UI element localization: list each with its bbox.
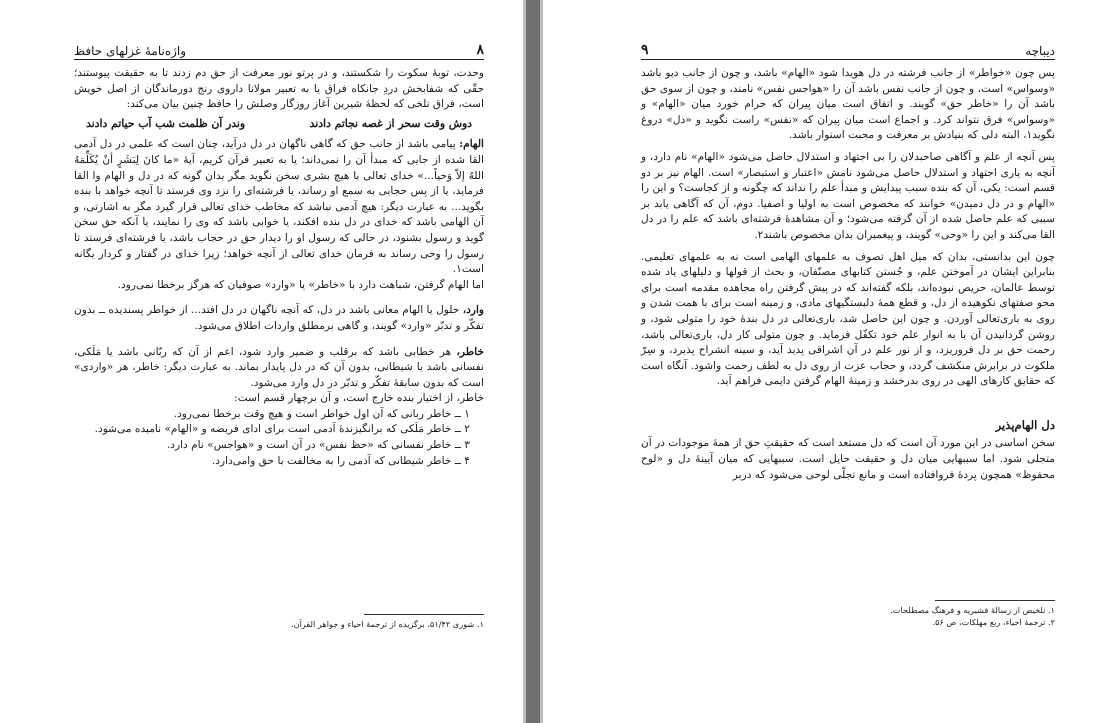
footnote: ۱. شوری ۵۱/۴۲، برگزیده از ترجمهٔ احیاء و جواهر القرآن. [290,619,484,629]
paragraph-text: حلول یا الهام معانی باشد در دل، که آنچه ناگهان در دل افتد... از خواطر پسندیده ــ بدون تفکّر و تدبّر «وارد» گویند، و گاهی برمطلق واردات اطلاق می‌شود. [74,304,484,332]
paragraph: خاطر، از اختیار بنده خارج است، و آن برچهار قسم است: [234,392,484,405]
list-item: ۲ ــ خاطر مَلَکی که برانگیزندهٔ آدمی است برای ادای فریضه و «الهام» نامیده می‌شود. [94,423,470,436]
term-label: خاطر، [456,345,484,358]
footnote-rule [364,614,484,615]
footnote-rule [935,600,1055,601]
header-rule [74,59,484,60]
paragraph-ilham [74,137,484,277]
verse-hemistich-1: دوش وقت سحر از غصه نجاتم دادند [309,116,472,130]
verse-hemistich-2: وندر آن ظلمت شب آب حیاتم دادند [86,116,246,130]
paragraph-khater [74,345,484,392]
list-item: ۱ ــ خاطر ربانی که آن اول خواطر است و هیچ وقت برخطا نمی‌رود. [173,407,470,420]
running-head-title: واژه‌نامهٔ غزلهای حافظ [74,44,187,58]
paragraph: وحدت، توبهٔ سکوت را شکستند، و در پرتو نور معرفت از حق دم زدند تا به حقیقت پیوستند؛ حقّی که شفابخش دردِ جانکاه فراق یا به تعبیر مولانا داروی رنج دورماندگان از اصل خویش است، فراق تلخی که لحظهٔ شیرین آغاز روزگار وصلش را حافظ چنین بیان می‌کند: [74,67,484,111]
footnote: ۲. ترجمهٔ احیاء، ربع مهلکات، ص ۵۶. [932,617,1055,627]
book-gutter [526,0,540,723]
paragraph-text: هر خطابی باشد که برقلب و ضمیر وارد شود، اعم از آن که ربّانی باشد یا مَلَکی، نفسانی باشد یا شیطانی، بدون آن که در دل پایدار بماند. به عبارت دیگر: خاطر، هر «واردی» است که بدون سابقهٔ تفکّر و تدبّر در دل وارد می‌شود. [74,345,484,389]
paragraph-vared [74,303,484,334]
page-body [641,66,1055,483]
page-body [74,66,484,469]
left-page [0,0,523,723]
footnotes [74,618,484,630]
footnote: ۱. تلخیص از رسالهٔ قشیریه و فرهنگ مصطلحات. [890,605,1055,615]
page-number: ۹ [641,42,649,58]
paragraph: پس آنچه از علم و آگاهی صاحبدلان را بی اجتهاد و استدلال حاصل می‌شود «الهام» نام دارد، و آنچه به یاری اجتهاد و استدلال حاصل می‌شود نامش «اعتبار و استبصار» است. الهام نیز بر دو قسم است: یکی، آن که بنده سبب پیدایش و مبدأ علم را نداند که چگونه و از کجاست؟ و این را «الهام و در دل دمیدن» خوانند که مخصوص است به اولیا و اصفیا. دوم، آن که آگاهی یابد بر سببی که علم حاصل شده از آن گرفته می‌شود؛ و آن مشاهدهٔ فرشته‌ای باشد که علم را در دل القا می‌کند و این را «وحی» گویند، و پیغمبران بدان مخصوص باشند۲. [641,150,1055,241]
paragraph: سخن اساسی در این مورد آن است که دل مستعد است که حقیقتِ حق از همهٔ موجودات در آن متجلی شود. اما سببهایی میان دل و حقیقت حایل است. سببهایی که میان آیینهٔ دل و «لوح محفوظ» همچون پردهٔ فروافتاده است و مانع تجلّی لوحی می‌شود که دربر [641,437,1055,481]
footnotes [641,604,1055,628]
term-label: الهام: [459,138,484,151]
running-header [641,38,1055,58]
paragraph: اما الهام گرفتن، شباهت دارد با «خاطر» یا «وارد» صوفیان که هرگز برخطا نمی‌رود. [117,278,484,291]
running-head-title: دیباچه [1025,44,1055,58]
right-page [543,0,1113,723]
list-item: ۴ ــ خاطر شیطانی که آدمی را به مخالفت با حق وامی‌دارد. [211,454,470,467]
page-number: ۸ [476,42,484,58]
paragraph: چون این بدانستی، بدان که میل اهل تصوف به علمهای الهامی است نه به علمهای تعلیمی. بنابراین ایشان در آموختن علم، و جُستن کتابهای مصنّفان، و بحث از قولها و دلیلهای یاد شده توسط عالمان، حریص نبوده‌اند، بلکه گفته‌اند که در پیش گرفتن راه مجاهده مقدمه است برای محو صفتهای نکوهیده از دل، و قطع همهٔ دلبستگیهای مادی، و زمینه است برای با همت شدن و روی به باری‌تعالی آوردن. و چون این حاصل شد، باری‌تعالی در دل بندهٔ خود را متولی شود، و روشن گردانیدن آن با به انوار علم خود تکفّل فرماید. و چون متولی کار دل، باری‌تعالی باشد، رحمت حق بر دل فروریزد، و از نور علم در آن اشراقی پدید آید، و سینه انشراح پذیرد، و سِرّ ملکوت در برابرش منکشف گردد، و حجاب عزت از روی دل به لطف رحمت واشود. آنگاه است که حقایق کارهای الهی در روی بدرخشد و زمینهٔ الهام گرفتن دایمی فراهم آید. [641,250,1055,388]
running-header [74,38,484,58]
list-item: ۳ ــ خاطر نفسانی که «حظ نفس» در آن است و «هواجس» نام دارد. [166,439,470,452]
header-rule [641,59,1055,60]
paragraph: پس چون «خواطر» از جانب فرشته در دل هویدا شود «الهام» باشد، و چون از جانب دیو باشد «وسواس» است، و چون از جانب نفس باشد آن را «هواجس نفس» نامند، و چون از سوی حق باشد آن را «خاطر حق» گویند. و اتفاق است میان پیران که حرام خورد میان «الهام» و «وسواس» فرق نتواند کرد. و اجماع است میان پیران که «نفس» راست نگوید و «دل» دروغ نگوید۱، البته دلی که بنیادش بر معرفت و محبت استوار باشد. [641,67,1055,142]
paragraph-text: پیامی باشد از جانب حق که گاهی ناگهان در دل درآید، چنان است که علمی در دل آدمی القا شده از جایی که مبدأ آن را نمی‌داند؛ یا به تعبیر قرآن کریم، آیهٔ «ما کانَ لِبَشَرٍ أنْ یُکَلِّمَهُ اللهُ إلاّ وَحیاً...» خدای تعالی با هیچ بشری سخن نگوید مگر بدان گونه که در دل و الهام وا القا فرماید، یا از پس حجابی به سمع او رساند، یا فرشته‌ای را نزد وی فرستد تا آنچه خواهد با بنده بگوید... به عبارت دیگر: هیچ آدمی نباشد که مخاطب خدای تعالی قرار گیرد مگر به اشارتی، و آن الهامی باشد که خدای در دل بنده افکند، یا خوابی باشد که وی را نمایند، یا آنکه حق سخن گوید و رسول بشنود، در حالی که رسول او را دیدار حق در حجاب باشد، یا فرشته‌ای فرستد تا رسول را وحی رساند به فرمان خدای تعالی از آنچه خواهد؛ زیرا خدای در گفتار و کردار یگانه است۱. [74,138,484,276]
term-label: وارد، [462,304,484,317]
verse [86,116,472,132]
section-title: دل الهام‌پذیر [995,417,1055,432]
